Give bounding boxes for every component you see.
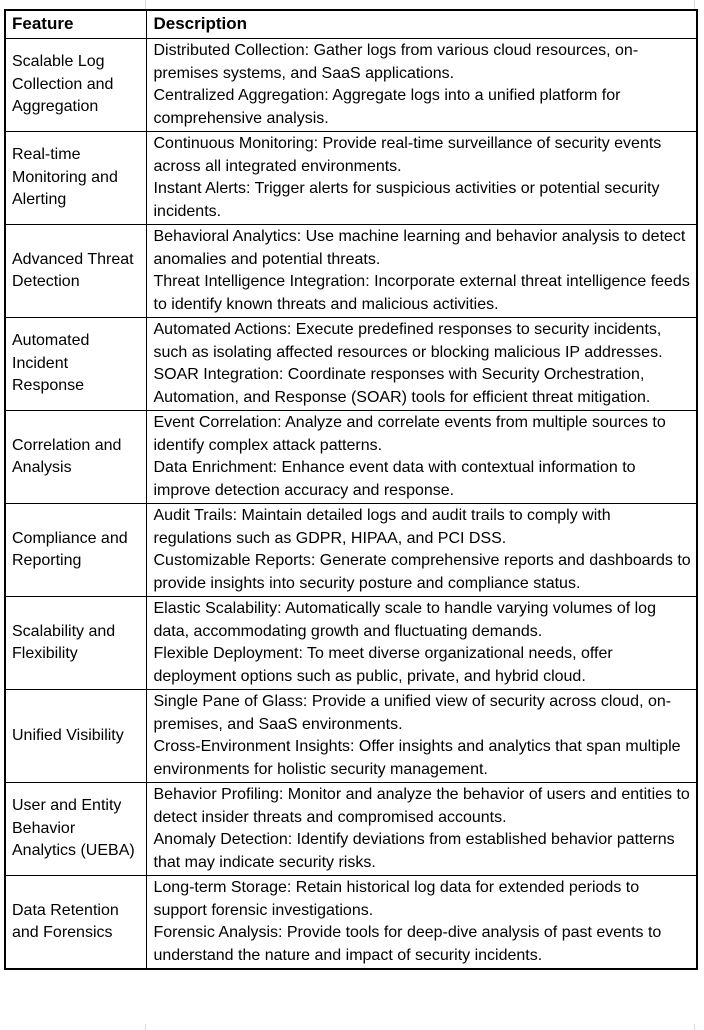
table-row	[5, 318, 697, 411]
feature-cell: Scalability and Flexibility	[5, 597, 146, 690]
description-line: Automated Actions: Execute predefined responses to security incidents, such as isolating affected resources or blocking malicious IP addresses.	[153, 321, 663, 361]
table-row	[5, 597, 697, 690]
description-line: Threat Intelligence Integration: Incorporate external threat intelligence feeds to identify known threats and malicious activities.	[153, 273, 690, 313]
table-header	[5, 10, 697, 39]
description-line: Audit Trails: Maintain detailed logs and audit trails to comply with regulations such as GDPR, HIPAA, and PCI DSS.	[153, 507, 611, 547]
description-cell	[146, 39, 697, 132]
header-row	[5, 10, 697, 39]
description-line: Anomaly Detection: Identify deviations from established behavior patterns that may indicate security risks.	[153, 831, 675, 871]
table-row	[5, 690, 697, 783]
description-line: Single Pane of Glass: Provide a unified view of security across cloud, on-premises, and SaaS environments.	[153, 693, 672, 733]
description-line: SOAR Integration: Coordinate responses with Security Orchestration, Automation, and Response (SOAR) tools for efficient threat mitigation.	[153, 366, 651, 406]
description-cell	[146, 132, 697, 225]
table-row	[5, 876, 697, 970]
description-line: Behavior Profiling: Monitor and analyze the behavior of users and entities to detect insider threats and compromised accounts.	[153, 786, 690, 826]
table-row	[5, 783, 697, 876]
description-cell	[146, 225, 697, 318]
description-line: Cross-Environment Insights: Offer insights and analytics that span multiple environments for holistic security management.	[153, 738, 681, 778]
description-cell	[146, 876, 697, 970]
feature-cell: User and Entity Behavior Analytics (UEBA)	[5, 783, 146, 876]
column-header-feature: Feature	[5, 10, 146, 39]
feature-cell: Advanced Threat Detection	[5, 225, 146, 318]
description-line: Instant Alerts: Trigger alerts for suspicious activities or potential security incidents.	[153, 180, 660, 220]
feature-description-table	[4, 9, 698, 970]
description-line: Elastic Scalability: Automatically scale to handle varying volumes of log data, accommodating growth and fluctuating demands.	[153, 600, 656, 640]
description-line: Forensic Analysis: Provide tools for deep-dive analysis of past events to understand the nature and impact of security incidents.	[153, 924, 662, 964]
table-row	[5, 132, 697, 225]
description-cell	[146, 411, 697, 504]
description-cell	[146, 597, 697, 690]
description-line: Data Enrichment: Enhance event data with contextual information to improve detection accuracy and response.	[153, 459, 636, 499]
description-cell	[146, 318, 697, 411]
description-line: Flexible Deployment: To meet diverse organizational needs, offer deployment options such as public, private, and hybrid cloud.	[153, 645, 613, 685]
table-body	[5, 39, 697, 970]
gridline-bottom-right-edge	[694, 1024, 695, 1030]
feature-cell: Data Retention and Forensics	[5, 876, 146, 970]
description-cell	[146, 783, 697, 876]
description-line: Centralized Aggregation: Aggregate logs into a unified platform for comprehensive analysis.	[153, 87, 621, 127]
gridline-bottom-column-divider	[145, 1024, 146, 1030]
description-line: Event Correlation: Analyze and correlate events from multiple sources to identify complex attack patterns.	[153, 414, 666, 454]
table-row	[5, 225, 697, 318]
description-line: Behavioral Analytics: Use machine learning and behavior analysis to detect anomalies and potential threats.	[153, 228, 686, 268]
description-cell	[146, 504, 697, 597]
description-cell	[146, 690, 697, 783]
feature-cell: Scalable Log Collection and Aggregation	[5, 39, 146, 132]
table-row	[5, 504, 697, 597]
column-header-description: Description	[146, 10, 697, 39]
feature-cell: Unified Visibility	[5, 690, 146, 783]
table-row	[5, 411, 697, 504]
description-line: Distributed Collection: Gather logs from various cloud resources, on-premises systems, and SaaS applications.	[153, 42, 639, 82]
description-line: Customizable Reports: Generate comprehensive reports and dashboards to provide insights into security posture and compliance status.	[153, 552, 691, 592]
description-line: Long-term Storage: Retain historical log data for extended periods to support forensic investigations.	[153, 879, 640, 919]
feature-cell: Real-time Monitoring and Alerting	[5, 132, 146, 225]
feature-cell: Correlation and Analysis	[5, 411, 146, 504]
description-line: Continuous Monitoring: Provide real-time surveillance of security events across all integrated environments.	[153, 135, 662, 175]
table-row	[5, 39, 697, 132]
feature-cell: Automated Incident Response	[5, 318, 146, 411]
feature-cell: Compliance and Reporting	[5, 504, 146, 597]
